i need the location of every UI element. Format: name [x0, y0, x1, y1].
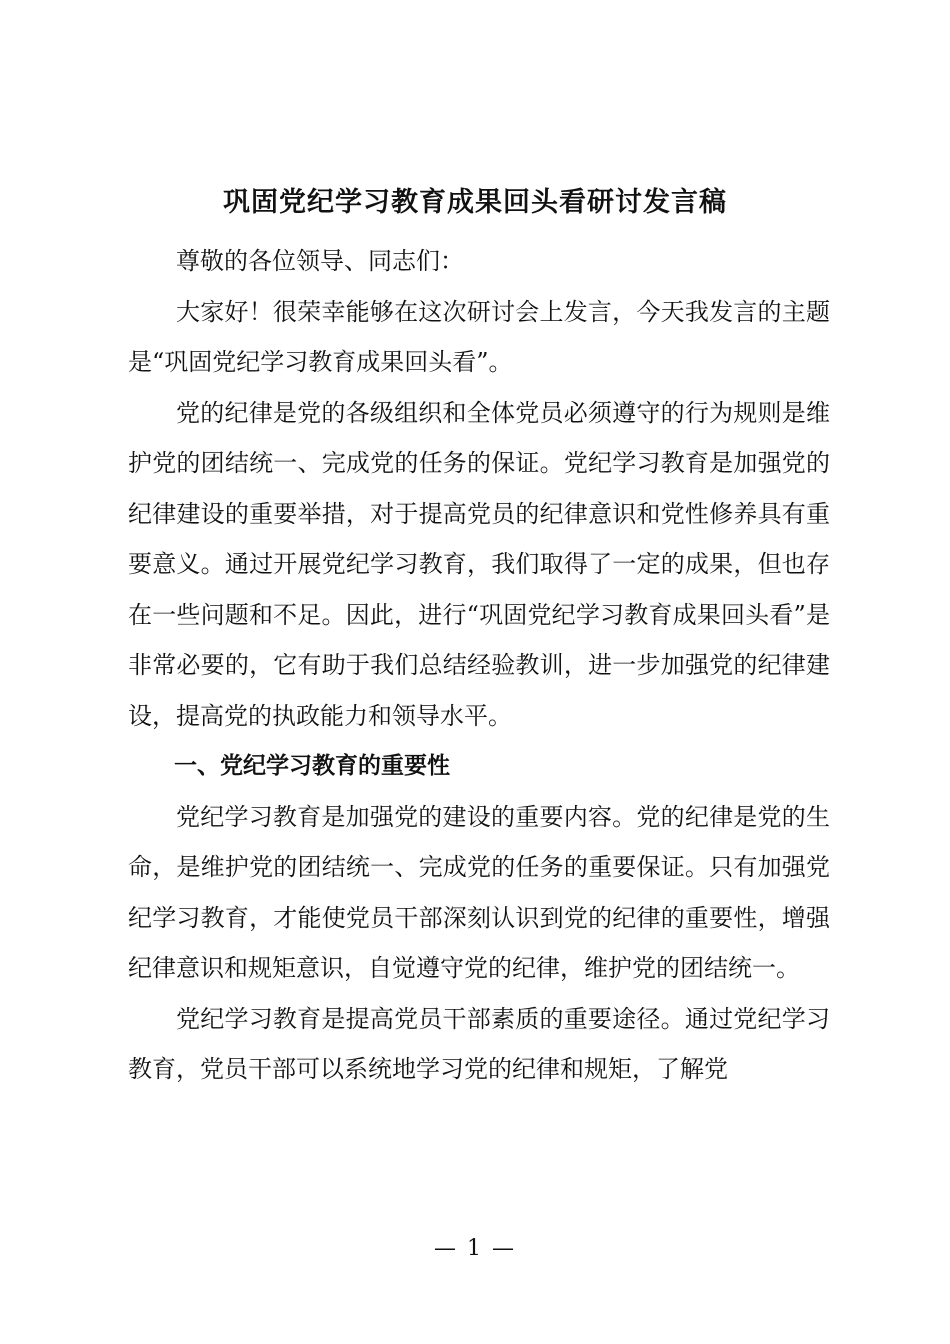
paragraph: 党的纪律是党的各级组织和全体党员必须遵守的行为规则是维护党的团结统一、完成党的任务的保证。党纪学习教育是加强党的纪律建设的重要举措，对于提高党员的纪律意识和党性修养具有重要意义。通过开展党纪学习教育，我们取得了一定的成果，但也存在一些问题和不足。因此，进行“巩固党纪学习教育成果回头看”是非常必要的，它有助于我们总结经验教训，进一步加强党的纪律建设，提高党的执政能力和领导水平。	[128, 398, 830, 730]
section-heading: 一、党纪学习教育的重要性	[174, 753, 450, 779]
document-body	[128, 236, 830, 1095]
paragraph: 党纪学习教育是加强党的建设的重要内容。党的纪律是党的生命，是维护党的团结统一、完成党的任务的重要保证。只有加强党纪学习教育，才能使党员干部深刻认识到党的纪律的重要性，增强纪律意识和规矩意识，自觉遵守党的纪律，维护党的团结统一。	[128, 802, 830, 982]
paragraph: 党纪学习教育是提高党员干部素质的重要途径。通过党纪学习教育，党员干部可以系统地学习党的纪律和规矩，了解党	[128, 1004, 830, 1083]
salutation: 尊敬的各位领导、同志们：	[176, 247, 464, 275]
page-number: — 1 —	[434, 1236, 516, 1261]
paragraph: 大家好！很荣幸能够在这次研讨会上发言，今天我发言的主题是“巩固党纪学习教育成果回头看”。	[128, 297, 830, 376]
document-title: 巩固党纪学习教育成果回头看研讨发言稿	[223, 187, 727, 218]
